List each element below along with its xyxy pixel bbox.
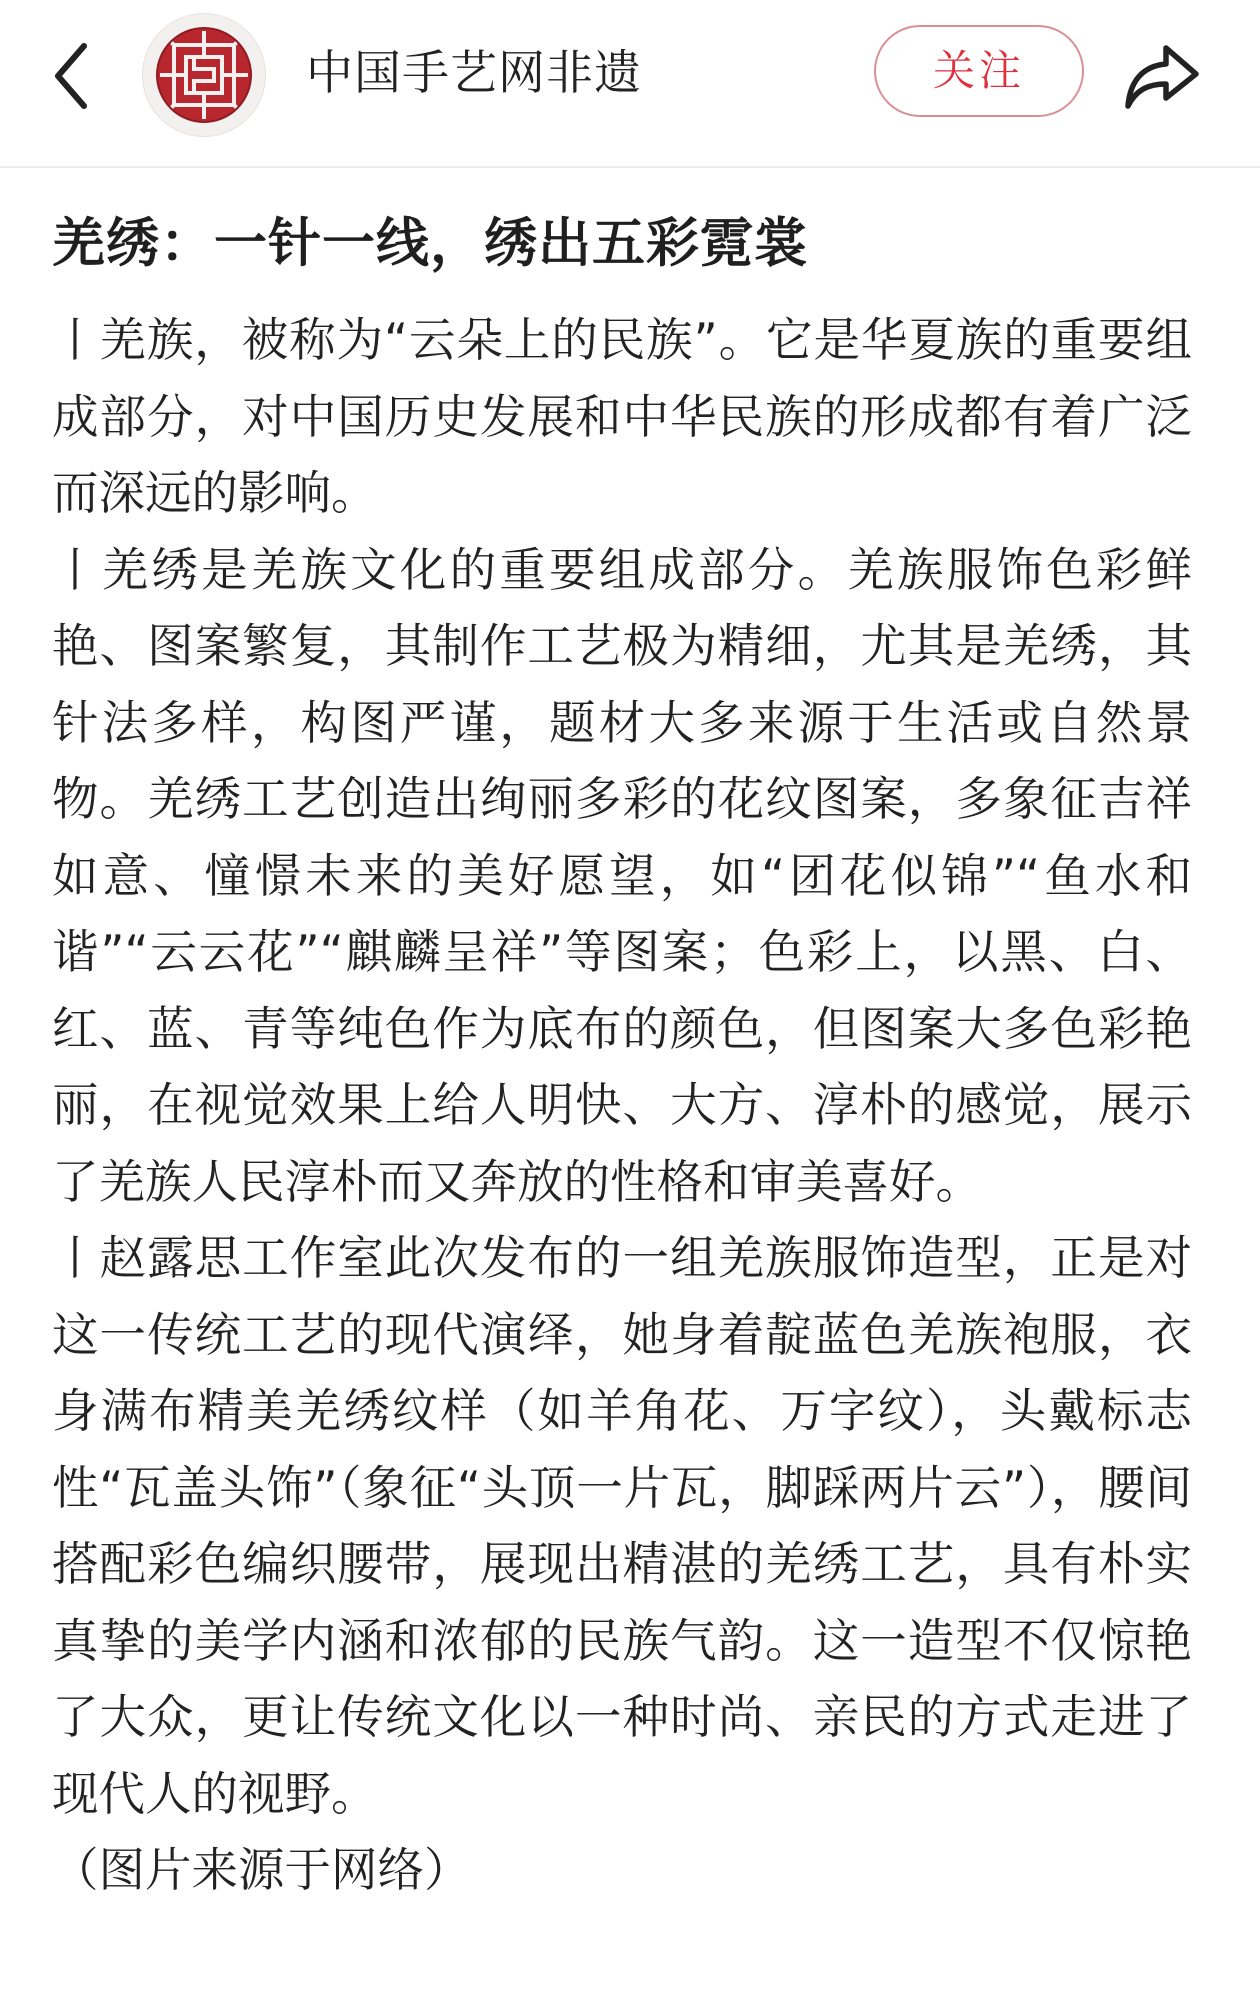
article-paragraph: 丨赵露思工作室此次发布的一组羌族服饰造型，正是对这一传统工艺的现代演绎，她身着靛蓝色羌族袍服，衣身满布精美羌绣纹样（如羊角花、万字纹），头戴标志性“瓦盖头饰”（象征“头顶一片瓦，脚踩两片云”），腰间搭配彩色编织腰带，展现出精湛的羌绣工艺，具有朴实真挚的美学内涵和浓郁的民族气韵。这一造型不仅惊艳了大众，更让传统文化以一种时尚、亲民的方式走进了现代人的视野。 — [52, 1231, 1192, 1821]
article-body — [52, 208, 1192, 1909]
chevron-left-icon — [44, 36, 104, 116]
share-button[interactable] — [1122, 36, 1202, 116]
article-paragraph: 丨羌族，被称为“云朵上的民族”。它是华夏族的重要组成部分，对中国历史发展和中华民族的形成都有着广泛而深远的影响。 — [52, 313, 1192, 520]
lattice-seal-logo — [142, 13, 266, 137]
article-title: 羌绣：一针一线，绣出五彩霓裳 — [52, 213, 808, 274]
follow-button[interactable]: 关注 — [874, 25, 1084, 117]
top-navigation-bar — [0, 0, 1260, 168]
share-arrow-icon — [1122, 36, 1202, 116]
back-button[interactable] — [44, 36, 104, 116]
channel-avatar[interactable] — [142, 13, 266, 137]
image-source-caption: （图片来源于网络） — [52, 1843, 471, 1897]
article-paragraph: 丨羌绣是羌族文化的重要组成部分。羌族服饰色彩鲜艳、图案繁复，其制作工艺极为精细，尤其是羌绣，其针法多样，构图严谨，题材大多来源于生活或自然景物。羌绣工艺创造出绚丽多彩的花纹图案，多象征吉祥如意、憧憬未来的美好愿望，如“团花似锦”“鱼水和谐”“云云花”“麒麟呈祥”等图案；色彩上，以黑、白、红、蓝、青等纯色作为底布的颜色，但图案大多色彩艳丽，在视觉效果上给人明快、大方、淳朴的感觉，展示了羌族人民淳朴而又奔放的性格和审美喜好。 — [52, 542, 1192, 1209]
channel-name[interactable]: 中国手艺网非遗 — [306, 46, 642, 101]
